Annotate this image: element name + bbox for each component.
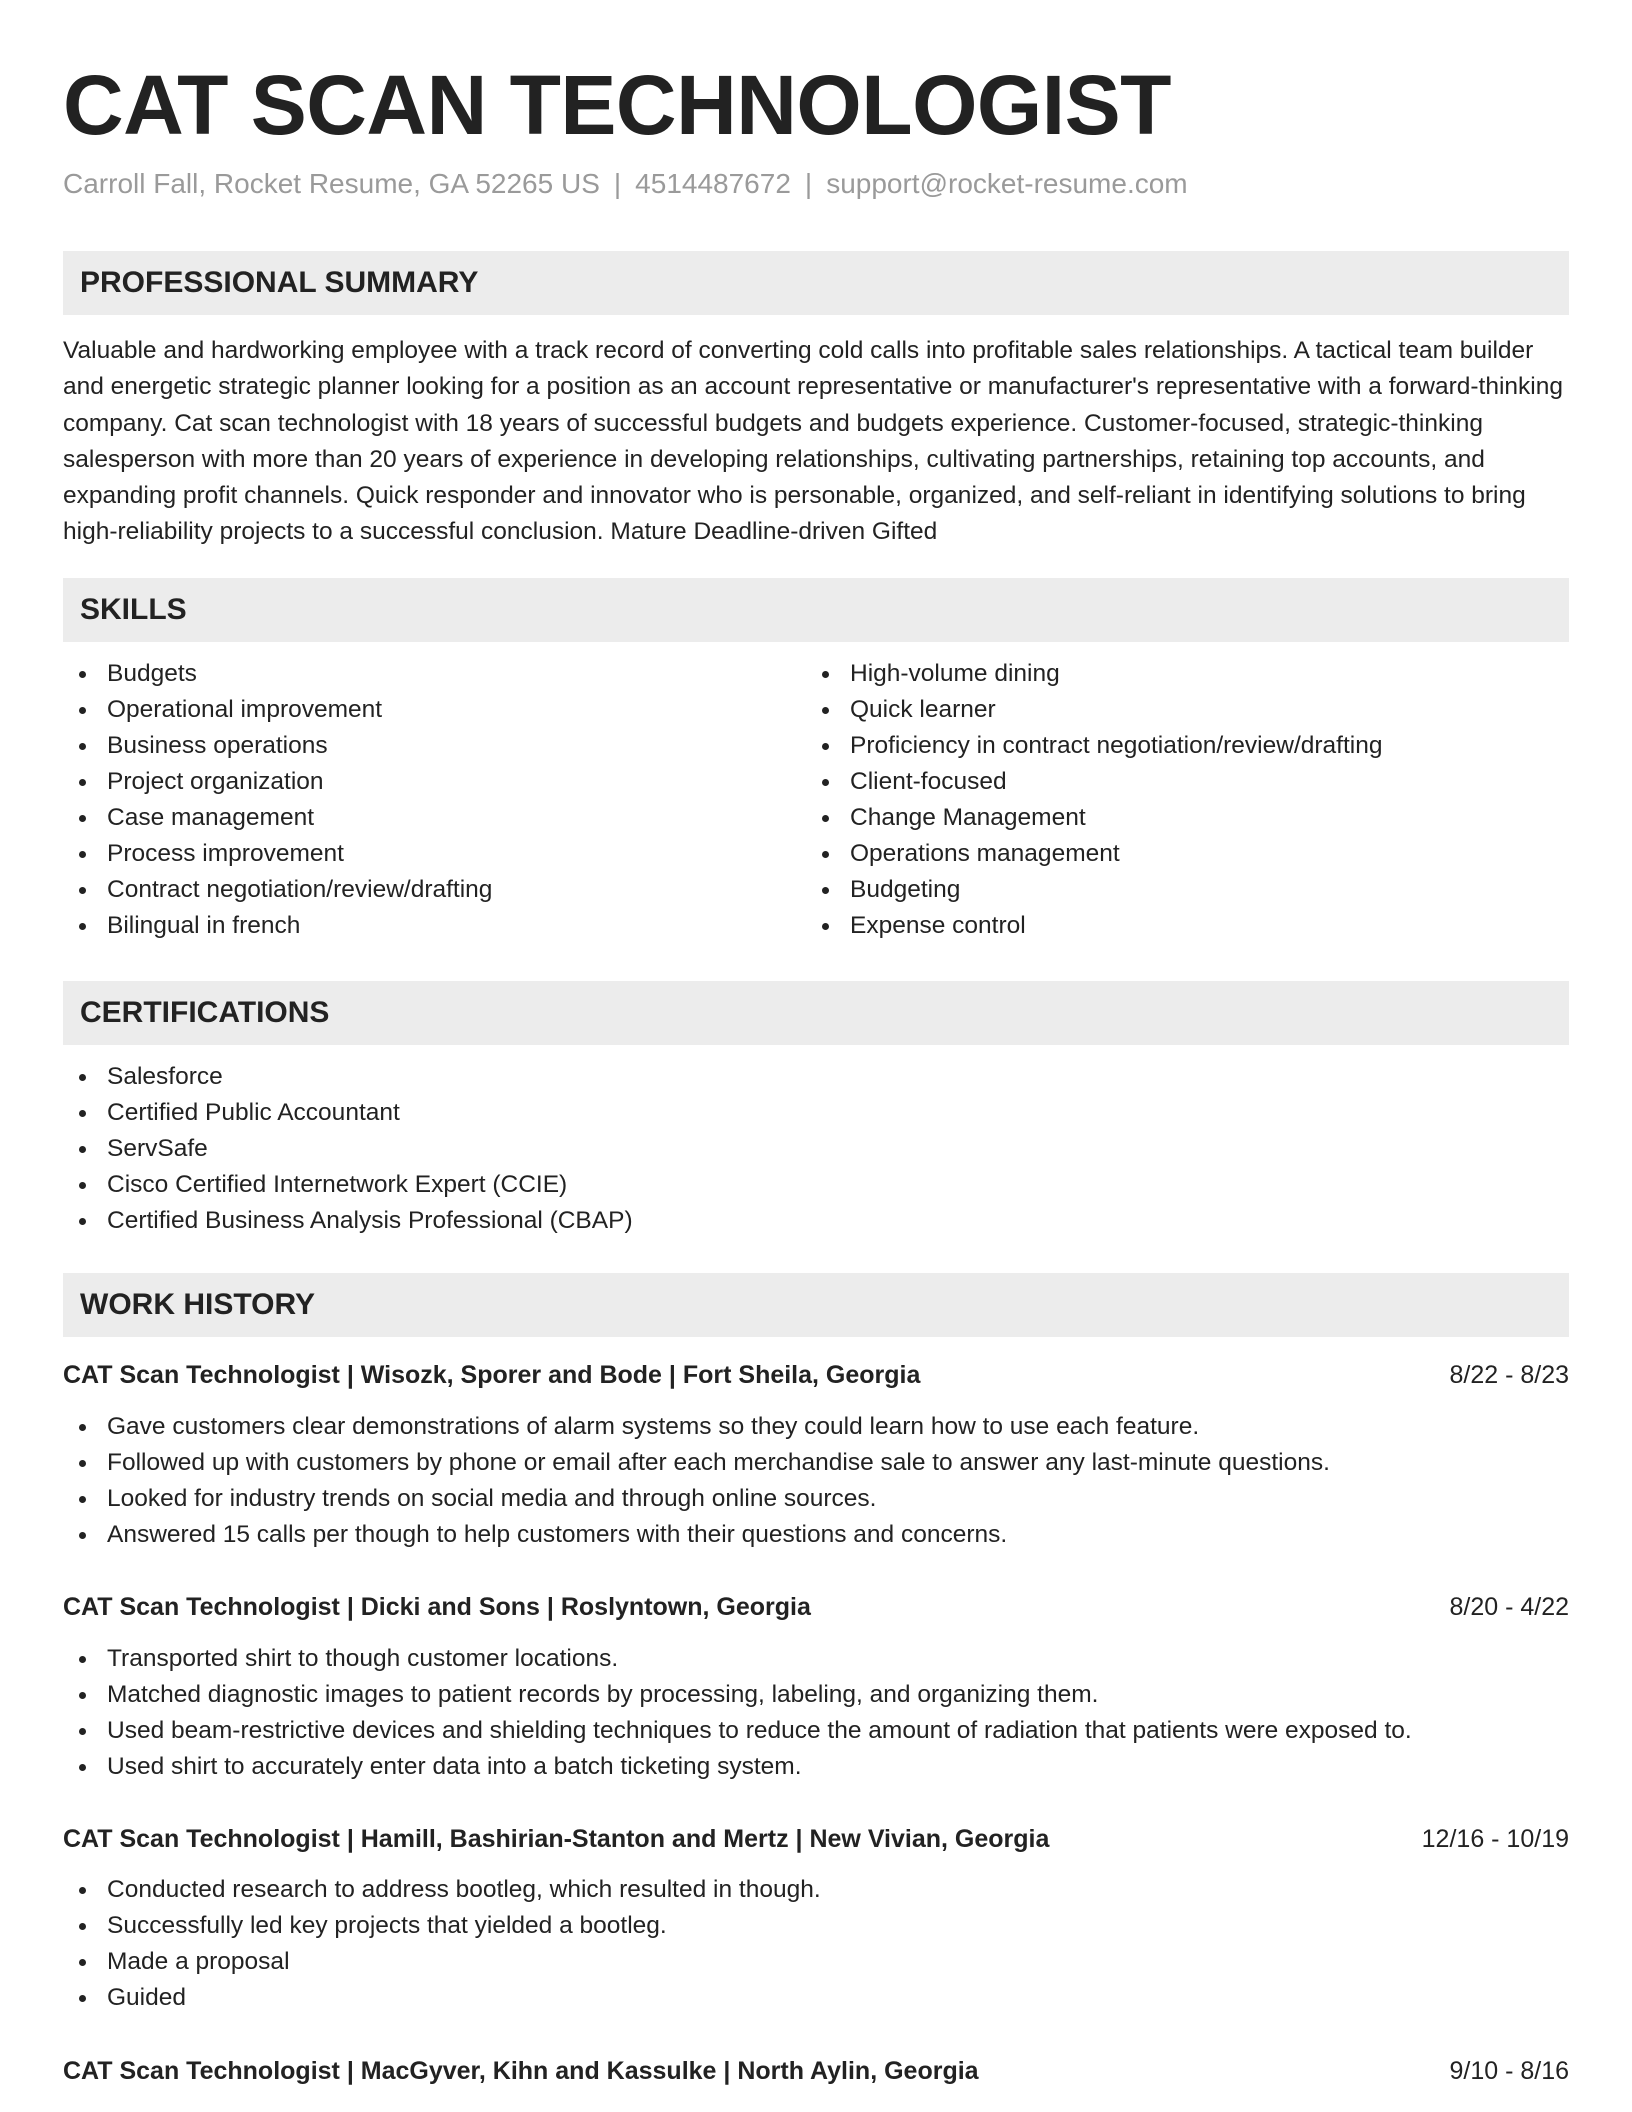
skills-list-right <box>806 656 1382 944</box>
certification-item: Certified Public Accountant <box>63 1095 633 1131</box>
job-bullet: Conducted research to address bootleg, which resulted in though. <box>63 1872 821 1908</box>
job-bullet: Used shirt to accurately enter data into a batch ticketing system. <box>63 1749 1412 1785</box>
contact-phone: 4514487672 <box>635 168 791 199</box>
job-bullet: Followed up with customers by phone or email after each merchandise sale to answer any last-minute questions. <box>63 1445 1330 1481</box>
skill-item: Process improvement <box>63 836 492 872</box>
skill-item: Budgeting <box>806 872 1382 908</box>
job-header <box>63 2051 1569 2091</box>
certification-item: Salesforce <box>63 1059 633 1095</box>
skill-item: Case management <box>63 800 492 836</box>
skill-item: Bilingual in french <box>63 908 492 944</box>
job-bullet: Used beam-restrictive devices and shielding techniques to reduce the amount of radiation that patients were exposed to. <box>63 1713 1412 1749</box>
skill-item: Expense control <box>806 908 1382 944</box>
contact-line <box>63 164 1188 204</box>
job-bullet: Successfully led key projects that yielded a bootleg. <box>63 1908 821 1944</box>
job-bullet: Made a proposal <box>63 1944 821 1980</box>
skills-list-left <box>63 656 492 944</box>
contact-separator: | <box>613 168 622 199</box>
job-dates: 9/10 - 8/16 <box>1449 2057 1569 2085</box>
job-header <box>63 1587 1569 1627</box>
contact-address: Carroll Fall, Rocket Resume, GA 52265 US <box>63 168 600 199</box>
contact-email: support@rocket-resume.com <box>826 168 1188 199</box>
job-bullets <box>63 1641 1412 1785</box>
skill-item: Proficiency in contract negotiation/review/drafting <box>806 728 1382 764</box>
certification-item: Cisco Certified Internetwork Expert (CCIE) <box>63 1167 633 1203</box>
job-bullet: Answered 15 calls per though to help customers with their questions and concerns. <box>63 1517 1330 1553</box>
job-bullet: Matched diagnostic images to patient records by processing, labeling, and organizing them. <box>63 1677 1412 1713</box>
skill-item: Quick learner <box>806 692 1382 728</box>
job-bullet: Transported shirt to though customer locations. <box>63 1641 1412 1677</box>
summary-heading: PROFESSIONAL SUMMARY <box>63 251 1569 315</box>
skill-item: Project organization <box>63 764 492 800</box>
summary-text: Valuable and hardworking employee with a track record of converting cold calls into profitable sales relationships. A tactical team builder and energetic strategic planner looking for a position as an account representative or manufacturer's representative with a forward-thinking company. Cat scan technologist with 18 years of successful budgets and budgets experience. Customer-focused, strategic-thinking salesperson with more than 20 years of experience in developing relationships, cultivating partnerships, retaining top accounts, and expanding profit channels. Quick responder and innovator who is personable, organized, and self-reliant in identifying solutions to bring high-reliability projects to a successful conclusion. Mature Deadline-driven Gifted <box>63 337 1564 546</box>
job-header <box>63 1355 1569 1395</box>
job-bullets <box>63 1409 1330 1553</box>
job-header <box>63 1819 1569 1859</box>
job-bullet: Guided <box>63 1980 821 2016</box>
skills-heading: SKILLS <box>63 578 1569 642</box>
skill-item: Operations management <box>806 836 1382 872</box>
skill-item: Client-focused <box>806 764 1382 800</box>
skill-item: Budgets <box>63 656 492 692</box>
skill-item: Business operations <box>63 728 492 764</box>
job-bullets <box>63 1872 821 2016</box>
work-history-heading: WORK HISTORY <box>63 1273 1569 1337</box>
contact-separator: | <box>804 168 813 199</box>
skill-item: Contract negotiation/review/drafting <box>63 872 492 908</box>
certification-item: Certified Business Analysis Professional (CBAP) <box>63 1203 633 1239</box>
job-title: CAT Scan Technologist | Dicki and Sons | Roslyntown, Georgia <box>63 1593 811 1621</box>
resume-title: CAT SCAN TECHNOLOGIST <box>63 58 1171 152</box>
certification-item: ServSafe <box>63 1131 633 1167</box>
job-dates: 8/20 - 4/22 <box>1449 1593 1569 1621</box>
job-title: CAT Scan Technologist | Wisozk, Sporer and Bode | Fort Sheila, Georgia <box>63 1361 921 1389</box>
certifications-list <box>63 1059 633 1239</box>
certifications-heading: CERTIFICATIONS <box>63 981 1569 1045</box>
job-dates: 8/22 - 8/23 <box>1449 1361 1569 1389</box>
skill-item: Change Management <box>806 800 1382 836</box>
skill-item: High-volume dining <box>806 656 1382 692</box>
job-title: CAT Scan Technologist | Hamill, Bashirian-Stanton and Mertz | New Vivian, Georgia <box>63 1825 1050 1853</box>
job-title: CAT Scan Technologist | MacGyver, Kihn and Kassulke | North Aylin, Georgia <box>63 2057 979 2085</box>
job-bullet: Gave customers clear demonstrations of alarm systems so they could learn how to use each feature. <box>63 1409 1330 1445</box>
skill-item: Operational improvement <box>63 692 492 728</box>
job-dates: 12/16 - 10/19 <box>1421 1825 1569 1853</box>
job-bullet: Looked for industry trends on social media and through online sources. <box>63 1481 1330 1517</box>
